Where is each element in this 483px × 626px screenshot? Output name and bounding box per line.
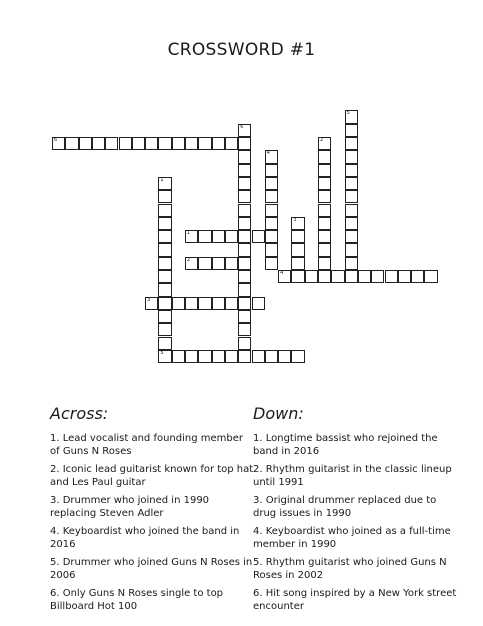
- clue-number: 6: [54, 137, 58, 143]
- grid-cell[interactable]: [238, 243, 251, 256]
- grid-cell[interactable]: [225, 137, 238, 150]
- grid-cell[interactable]: [291, 270, 304, 283]
- grid-cell[interactable]: [198, 137, 211, 150]
- across-heading: Across:: [50, 404, 109, 423]
- across-clue: 4. Keyboardist who joined the band in 2016: [50, 526, 240, 550]
- grid-cell[interactable]: [345, 110, 358, 123]
- grid-cell[interactable]: [52, 137, 65, 150]
- grid-cell[interactable]: [238, 283, 251, 296]
- grid-cell[interactable]: [158, 310, 171, 323]
- grid-cell[interactable]: [238, 150, 251, 163]
- grid-cell[interactable]: [172, 137, 185, 150]
- grid-cell[interactable]: [238, 217, 251, 230]
- grid-cell[interactable]: [345, 270, 358, 283]
- grid-cell[interactable]: [265, 190, 278, 203]
- grid-cell[interactable]: [225, 230, 238, 243]
- clue-number: 2: [187, 256, 191, 263]
- grid-cell[interactable]: [318, 243, 331, 256]
- grid-cell[interactable]: [185, 137, 198, 150]
- grid-cell[interactable]: [278, 350, 291, 363]
- grid-cell[interactable]: [185, 257, 198, 270]
- grid-cell[interactable]: [185, 297, 198, 310]
- grid-cell[interactable]: [198, 257, 211, 270]
- grid-cell[interactable]: [265, 350, 278, 363]
- grid-cell[interactable]: [105, 137, 118, 150]
- grid-cell[interactable]: [225, 257, 238, 270]
- grid-cell[interactable]: [331, 270, 344, 283]
- grid-cell[interactable]: [318, 204, 331, 217]
- clue-number: 6: [240, 123, 244, 130]
- grid-cell[interactable]: [291, 243, 304, 256]
- grid-cell[interactable]: [345, 164, 358, 177]
- grid-cell[interactable]: [238, 137, 251, 150]
- clue-number: 1: [160, 176, 164, 183]
- grid-cell[interactable]: [305, 270, 318, 283]
- grid-cell[interactable]: [158, 257, 171, 270]
- grid-cell[interactable]: [212, 230, 225, 243]
- grid-cell[interactable]: [345, 243, 358, 256]
- grid-cell[interactable]: [238, 164, 251, 177]
- grid-cell[interactable]: [318, 150, 331, 163]
- grid-cell[interactable]: [185, 230, 198, 243]
- down-clue: 1. Longtime bassist who rejoined the band in 2016: [253, 433, 438, 457]
- grid-cell[interactable]: [158, 190, 171, 203]
- grid-cell[interactable]: [265, 230, 278, 243]
- grid-cell[interactable]: [238, 177, 251, 190]
- across-clue: 5. Drummer who joined Guns N Roses in 2006: [50, 557, 253, 581]
- across-clue: 2. Iconic lead guitarist known for top hat and Les Paul guitar: [50, 464, 254, 488]
- grid-cell[interactable]: [212, 350, 225, 363]
- grid-cell[interactable]: [212, 137, 225, 150]
- grid-cell[interactable]: [158, 297, 171, 310]
- grid-cell[interactable]: [358, 270, 371, 283]
- grid-cell[interactable]: [158, 323, 171, 336]
- grid-cell[interactable]: [238, 124, 251, 137]
- grid-cell[interactable]: [238, 204, 251, 217]
- grid-cell[interactable]: [411, 270, 424, 283]
- grid-cell[interactable]: [265, 243, 278, 256]
- grid-cell[interactable]: [265, 217, 278, 230]
- grid-cell[interactable]: [252, 230, 265, 243]
- grid-cell[interactable]: [345, 217, 358, 230]
- grid-cell[interactable]: [318, 257, 331, 270]
- grid-cell[interactable]: [318, 190, 331, 203]
- grid-cell[interactable]: [158, 270, 171, 283]
- down-clue: 5. Rhythm guitarist who joined Guns N Roses in 2002: [253, 557, 447, 581]
- grid-cell[interactable]: [238, 270, 251, 283]
- grid-cell[interactable]: [278, 270, 291, 283]
- clue-number: 4: [280, 270, 284, 276]
- down-clue: 2. Rhythm guitarist in the classic lineup until 1991: [253, 464, 452, 488]
- grid-cell[interactable]: [318, 164, 331, 177]
- clue-number: 1: [187, 230, 191, 237]
- grid-cell[interactable]: [198, 297, 211, 310]
- grid-cell[interactable]: [385, 270, 398, 283]
- grid-cell[interactable]: [158, 337, 171, 350]
- down-clue: 3. Original drummer replaced due to drug issues in 1990: [253, 495, 437, 519]
- grid-cell[interactable]: [252, 297, 265, 310]
- grid-cell[interactable]: [92, 137, 105, 150]
- grid-cell[interactable]: [145, 137, 158, 150]
- grid-cell[interactable]: [212, 257, 225, 270]
- grid-cell[interactable]: [238, 337, 251, 350]
- grid-cell[interactable]: [291, 257, 304, 270]
- grid-cell[interactable]: [265, 177, 278, 190]
- grid-cell[interactable]: [238, 297, 251, 310]
- down-clue: 6. Hit song inspired by a New York street encounter: [253, 588, 457, 612]
- grid-cell[interactable]: [345, 124, 358, 137]
- grid-cell[interactable]: [265, 257, 278, 270]
- grid-cell[interactable]: [172, 350, 185, 363]
- grid-cell[interactable]: [345, 230, 358, 243]
- grid-cell[interactable]: [238, 257, 251, 270]
- down-clue: 4. Keyboardist who joined as a full-time member in 1990: [253, 526, 451, 550]
- grid-cell[interactable]: [158, 243, 171, 256]
- grid-cell[interactable]: [79, 137, 92, 150]
- grid-cell[interactable]: [318, 270, 331, 283]
- grid-cell[interactable]: [371, 270, 384, 283]
- grid-cell[interactable]: [65, 137, 78, 150]
- grid-cell[interactable]: [318, 217, 331, 230]
- grid-cell[interactable]: [265, 204, 278, 217]
- grid-cell[interactable]: [345, 137, 358, 150]
- clue-number: 2: [320, 137, 324, 143]
- down-clues: [253, 404, 458, 618]
- grid-cell[interactable]: [158, 350, 171, 363]
- clue-number: 3: [147, 296, 151, 303]
- grid-cell[interactable]: [318, 137, 331, 150]
- puzzle-title: CROSSWORD #1: [167, 40, 316, 60]
- grid-cell[interactable]: [225, 350, 238, 363]
- clue-number: 3: [293, 216, 297, 223]
- clue-number: 5: [346, 110, 350, 117]
- down-heading: Down:: [253, 404, 304, 423]
- grid-cell[interactable]: [398, 270, 411, 283]
- grid-cell[interactable]: [291, 350, 304, 363]
- grid-cell[interactable]: [158, 217, 171, 230]
- grid-cell[interactable]: [318, 230, 331, 243]
- grid-cell[interactable]: [291, 217, 304, 230]
- grid-cell[interactable]: [265, 150, 278, 163]
- grid-cell[interactable]: [198, 230, 211, 243]
- grid-cell[interactable]: [212, 297, 225, 310]
- across-clue: 3. Drummer who joined in 1990 replacing Steven Adler: [50, 495, 210, 519]
- grid-cell[interactable]: [424, 270, 437, 283]
- grid-cell[interactable]: [345, 177, 358, 190]
- grid-cell[interactable]: [291, 230, 304, 243]
- grid-cell[interactable]: [225, 297, 238, 310]
- grid-cell[interactable]: [238, 310, 251, 323]
- across-clues: [50, 404, 255, 618]
- clue-number: 4: [266, 150, 270, 157]
- grid-cell[interactable]: [158, 283, 171, 296]
- grid-cell[interactable]: [345, 190, 358, 203]
- grid-cell[interactable]: [318, 177, 331, 190]
- clue-number: 5: [160, 349, 164, 356]
- grid-cell[interactable]: [158, 137, 171, 150]
- grid-cell[interactable]: [238, 323, 251, 336]
- grid-cell[interactable]: [158, 177, 171, 190]
- grid-cell[interactable]: [158, 230, 171, 243]
- grid-cell[interactable]: [238, 190, 251, 203]
- grid-cell[interactable]: [238, 350, 251, 363]
- grid-cell[interactable]: [185, 350, 198, 363]
- grid-cell[interactable]: [172, 297, 185, 310]
- grid-cell[interactable]: [345, 204, 358, 217]
- grid-cell[interactable]: [252, 350, 265, 363]
- grid-cell[interactable]: [345, 257, 358, 270]
- across-clue: 6. Only Guns N Roses single to top Billboard Hot 100: [50, 588, 224, 612]
- grid-cell[interactable]: [132, 137, 145, 150]
- grid-cell[interactable]: [238, 230, 251, 243]
- grid-cell[interactable]: [345, 150, 358, 163]
- grid-cell[interactable]: [265, 164, 278, 177]
- grid-cell[interactable]: [145, 297, 158, 310]
- grid-cell[interactable]: [119, 137, 132, 150]
- grid-cell[interactable]: [158, 204, 171, 217]
- across-clue: 1. Lead vocalist and founding member of Guns N Roses: [50, 433, 243, 457]
- grid-cell[interactable]: [198, 350, 211, 363]
